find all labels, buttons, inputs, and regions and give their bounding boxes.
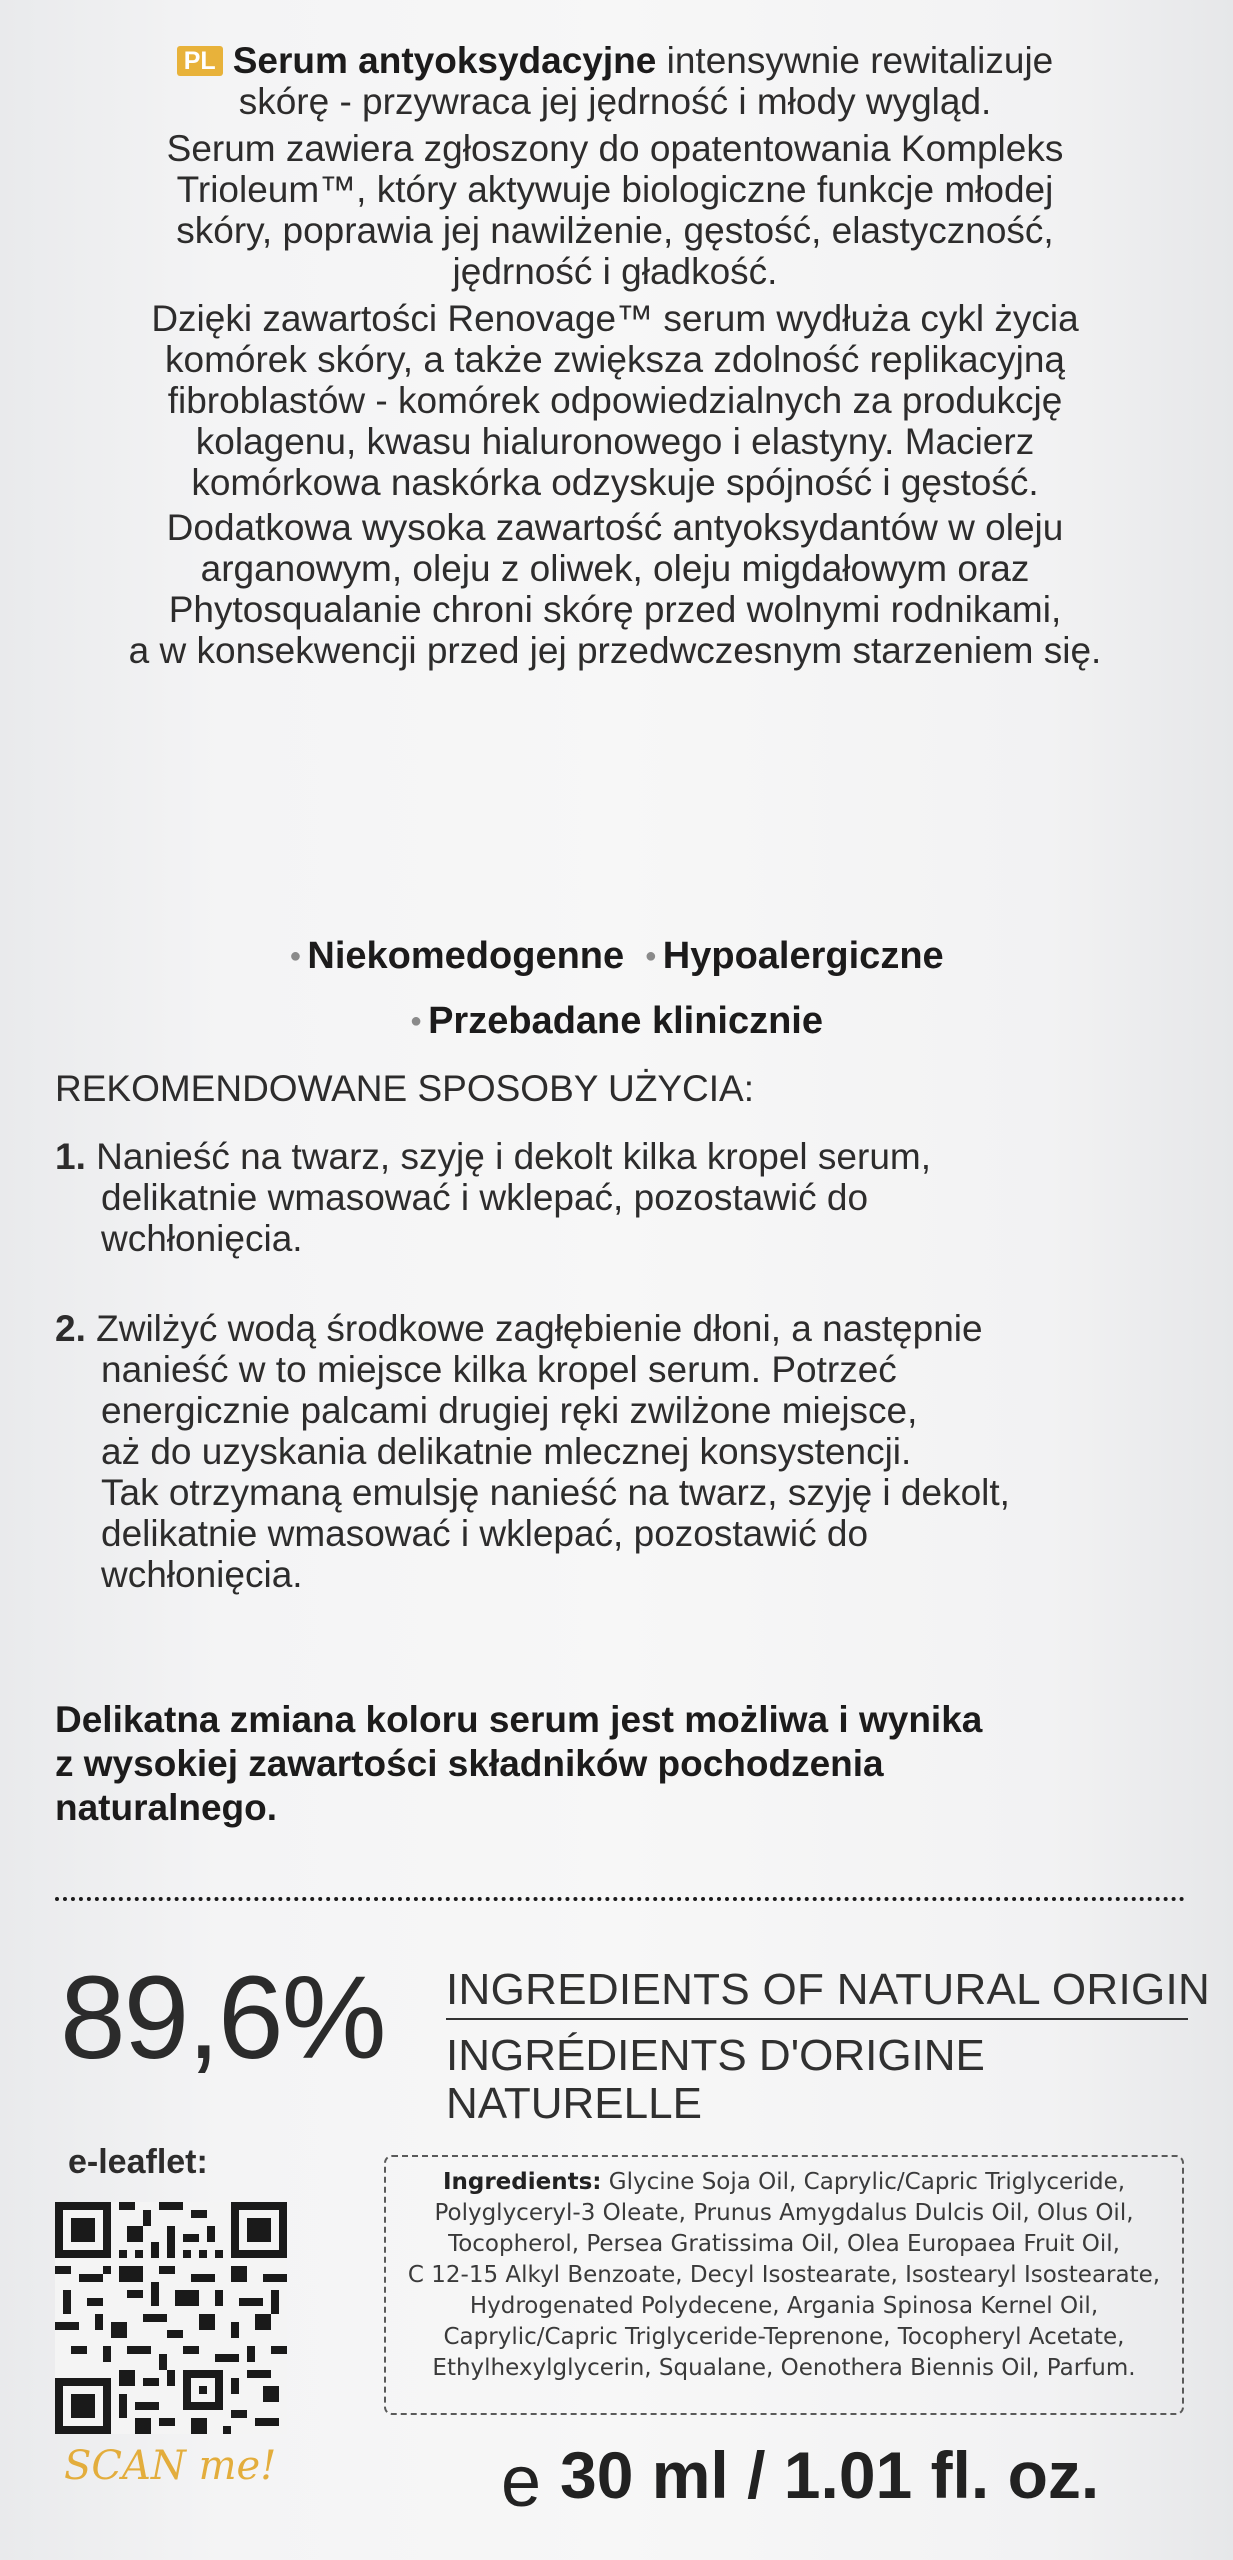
intro-paragraph: [50, 40, 1180, 122]
para4-line: arganowym, oleju z oliwek, oleju migdałowym oraz: [200, 548, 1030, 589]
step1-line: wchłonięcia.: [101, 1218, 303, 1259]
bullet-icon: ●: [644, 945, 657, 967]
natural-origin-divider: [446, 2018, 1188, 2020]
ingredients-label: Ingredients:: [442, 2169, 602, 2195]
para4-line: a w konsekwencji przed jej przedwczesnym starzeniem się.: [128, 630, 1102, 671]
paragraph-trioleum: [50, 128, 1180, 292]
paragraph-antioxidants: [50, 507, 1180, 671]
note-line: z wysokiej zawartości składników pochodzenia: [55, 1743, 884, 1784]
claim-clinically-tested: Przebadane klinicznie: [428, 1000, 823, 1042]
product-name: Serum antyoksydacyjne: [232, 40, 657, 81]
ingredients-line: Ethylhexylglycerin, Squalane, Oenothera Biennis Oil, Parfum.: [432, 2355, 1136, 2381]
claims-row-2: [0, 1000, 1233, 1043]
color-change-note: [55, 1698, 1185, 1830]
paragraph-renovage: [50, 298, 1180, 503]
ingredients-line: Caprylic/Capric Triglyceride-Teprenone, Tocopheryl Acetate,: [443, 2324, 1125, 2350]
claims-row-1: [0, 935, 1233, 978]
usage-step-2: [55, 1308, 1185, 1595]
para3-line: komórek skóry, a także zwiększa zdolność replikacyjną: [165, 339, 1065, 380]
dotted-divider: [55, 1897, 1185, 1901]
estimated-sign-icon: e: [501, 2442, 542, 2522]
ingredients-line: Glycine Soja Oil, Caprylic/Capric Triglyceride,: [608, 2169, 1126, 2195]
note-line: naturalnego.: [55, 1787, 278, 1828]
para3-line: fibroblastów - komórek odpowiedzialnych za produkcję: [167, 380, 1063, 421]
bullet-icon: ●: [289, 945, 302, 967]
step-number: 1.: [55, 1136, 86, 1177]
para2-line: skóry, poprawia jej nawilżenie, gęstość, elastyczność,: [176, 210, 1054, 251]
step2-line: delikatnie wmasować i wklepać, pozostawić do: [101, 1513, 869, 1554]
volume-label: 30 ml / 1.01 fl. oz.: [560, 2438, 1100, 2512]
ingredients-text: [384, 2167, 1184, 2384]
step2-line: Zwilżyć wodą środkowe zagłębienie dłoni, a następnie: [96, 1308, 983, 1349]
para2-line: Serum zawiera zgłoszony do opatentowania Kompleks: [166, 128, 1064, 169]
step1-line: Nanieść na twarz, szyję i dekolt kilka kropel serum,: [96, 1136, 932, 1177]
para3-line: Dzięki zawartości Renovage™ serum wydłuża cykl życia: [151, 298, 1079, 339]
ingredients-line: Polyglyceryl-3 Oleate, Prunus Amygdalus Dulcis Oil, Olus Oil,: [434, 2200, 1134, 2226]
natural-origin-fr: INGRÉDIENTS D'ORIGINE NATURELLE: [446, 2031, 985, 2128]
step2-line: nanieść w to miejsce kilka kropel serum. Potrzeć: [101, 1349, 897, 1390]
step2-line: wchłonięcia.: [101, 1554, 303, 1595]
step2-line: energicznie palcami drugiej ręki zwilżone miejsce,: [101, 1390, 918, 1431]
natural-origin-en: INGREDIENTS OF NATURAL ORIGIN: [446, 1965, 1211, 2014]
para4-line: Phytosqualanie chroni skórę przed wolnymi rodnikami,: [168, 589, 1062, 630]
step1-line: delikatnie wmasować i wklepać, pozostawić do: [101, 1177, 869, 1218]
ingredients-line: Tocopherol, Persea Gratissima Oil, Olea Europaea Fruit Oil,: [448, 2231, 1120, 2257]
scan-me-label: SCAN me!: [64, 2443, 277, 2489]
usage-step-1: [55, 1136, 1185, 1259]
qr-code-icon[interactable]: [55, 2202, 287, 2434]
note-line: Delikatna zmiana koloru serum jest możliwa i wynika: [55, 1699, 983, 1740]
ingredients-line: C 12-15 Alkyl Benzoate, Decyl Isostearate, Isostearyl Isostearate,: [407, 2262, 1161, 2288]
claim-hypoallergenic: Hypoalergiczne: [662, 935, 944, 977]
para3-line: kolagenu, kwasu hialuronowego i elastyny. Macierz: [195, 421, 1035, 462]
claim-noncomedogenic: Niekomedogenne: [307, 935, 625, 977]
bullet-icon: ●: [409, 1010, 423, 1032]
step2-line: Tak otrzymaną emulsję nanieść na twarz, szyję i dekolt,: [101, 1472, 1010, 1513]
para4-line: Dodatkowa wysoka zawartość antyoksydantów w oleju: [166, 507, 1064, 548]
intro-line2: skórę - przywraca jej jędrność i młody wygląd.: [238, 81, 992, 122]
natural-origin-percent: 89,6%: [60, 1952, 385, 2084]
para2-line: jędrność i gładkość.: [452, 251, 778, 292]
step2-line: aż do uzyskania delikatnie mlecznej konsystencji.: [101, 1431, 912, 1472]
intro-line1: intensywnie rewitalizuje: [656, 40, 1054, 81]
step-number: 2.: [55, 1308, 86, 1349]
para3-line: komórkowa naskórka odzyskuje spójność i gęstość.: [191, 462, 1039, 503]
ingredients-line: Hydrogenated Polydecene, Argania Spinosa Kernel Oil,: [469, 2293, 1099, 2319]
usage-heading: REKOMENDOWANE SPOSOBY UŻYCIA:: [55, 1068, 755, 1109]
language-badge-pl: PL: [177, 46, 223, 76]
e-leaflet-label: e-leaflet:: [68, 2143, 208, 2181]
para2-line: Trioleum™, który aktywuje biologiczne funkcje młodej: [176, 169, 1054, 210]
